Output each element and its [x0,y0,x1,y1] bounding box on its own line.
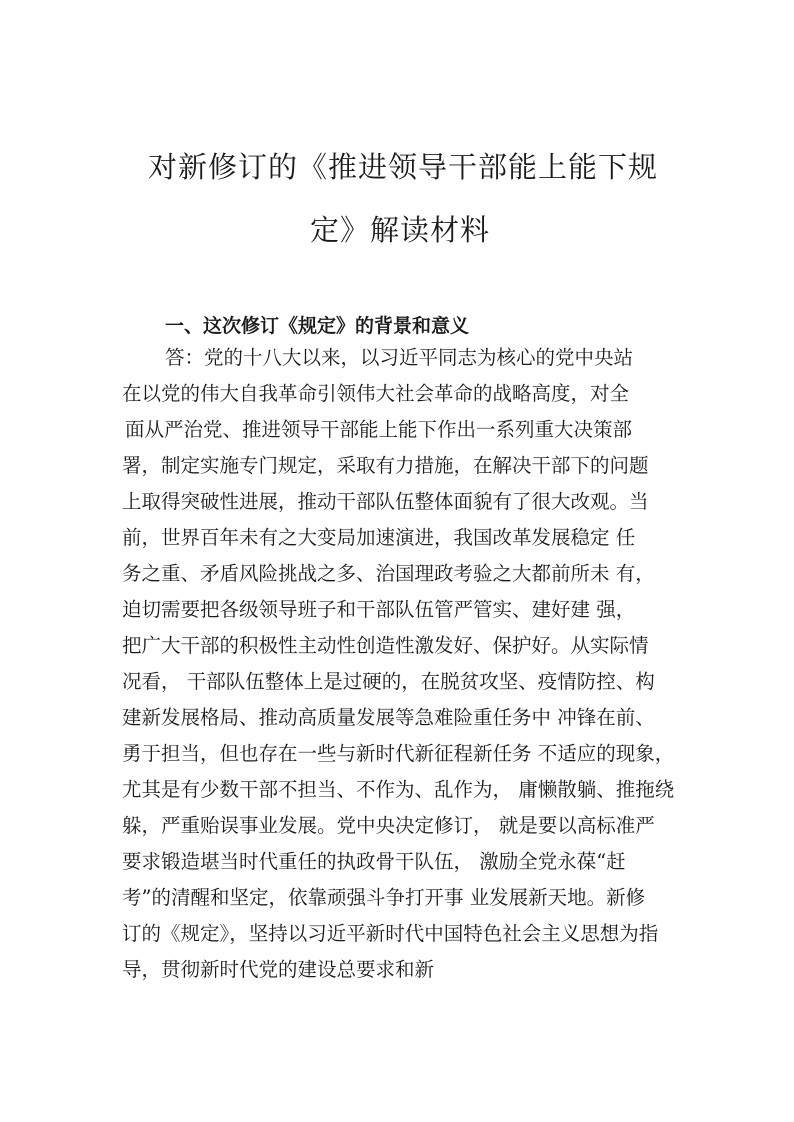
body-line: 建新发展格局、推动高质量发展等急难险重任务中 冲锋在前、 [122,706,655,729]
body-line: 况看， 干部队伍整体上是过硬的，在脱贫攻坚、疫情防控、构 [122,670,655,693]
body-line: 考”的清醒和坚定，依靠顽强斗争打开事 业发展新天地。新修 [122,886,646,909]
document-title-line-1: 对新修订的《推进领导干部能上能下规 [148,150,659,184]
body-line: 勇于担当，但也存在一些与新时代新征程新任务 不适应的现象， [122,742,675,765]
body-line: 尤其是有少数干部不担当、不作为、乱作为， 庸懒散躺、推拖绕 [122,778,675,801]
body-line: 务之重、矛盾风险挑战之多、治国理政考验之大都前所未 有， [122,562,655,585]
body-line: 导，贯彻新时代党的建设总要求和新 [122,958,435,981]
body-line: 要求锻造堪当时代重任的执政骨干队伍， 激励全党永葆“赶 [122,850,626,873]
body-line: 前，世界百年未有之大变局加速演进，我国改革发展稳定 任 [122,526,636,549]
body-line: 把广大干部的积极性主动性创造性激发好、保护好。从实际情 [122,634,649,657]
body-line: 迫切需要把各级领导班子和干部队伍管严管实、建好建 强， [122,598,636,621]
body-line: 答：党的十八大以来，以习近平同志为核心的党中央站 [165,346,634,369]
body-line: 署，制定实施专门规定，采取有力措施，在解决干部下的问题 [122,454,649,477]
body-line: 订的《规定》，坚持以习近平新时代中国特色社会主义思想为指 [122,922,659,945]
body-line: 上取得突破性进展，推动干部队伍整体面貌有了很大改观。当 [122,490,649,513]
section-heading: 一、这次修订《规定》的背景和意义 [165,315,470,337]
body-line: 在以党的伟大自我革命引领伟大社会革命的战略高度，对全 [122,382,630,405]
body-line: 躲，严重贻误事业发展。党中央决定修订， 就是要以高标准严 [122,814,655,837]
body-line: 面从严治党、推进领导干部能上能下作出一系列重大决策部 [125,418,633,441]
document-title-line-2: 定》解读材料 [310,213,491,247]
